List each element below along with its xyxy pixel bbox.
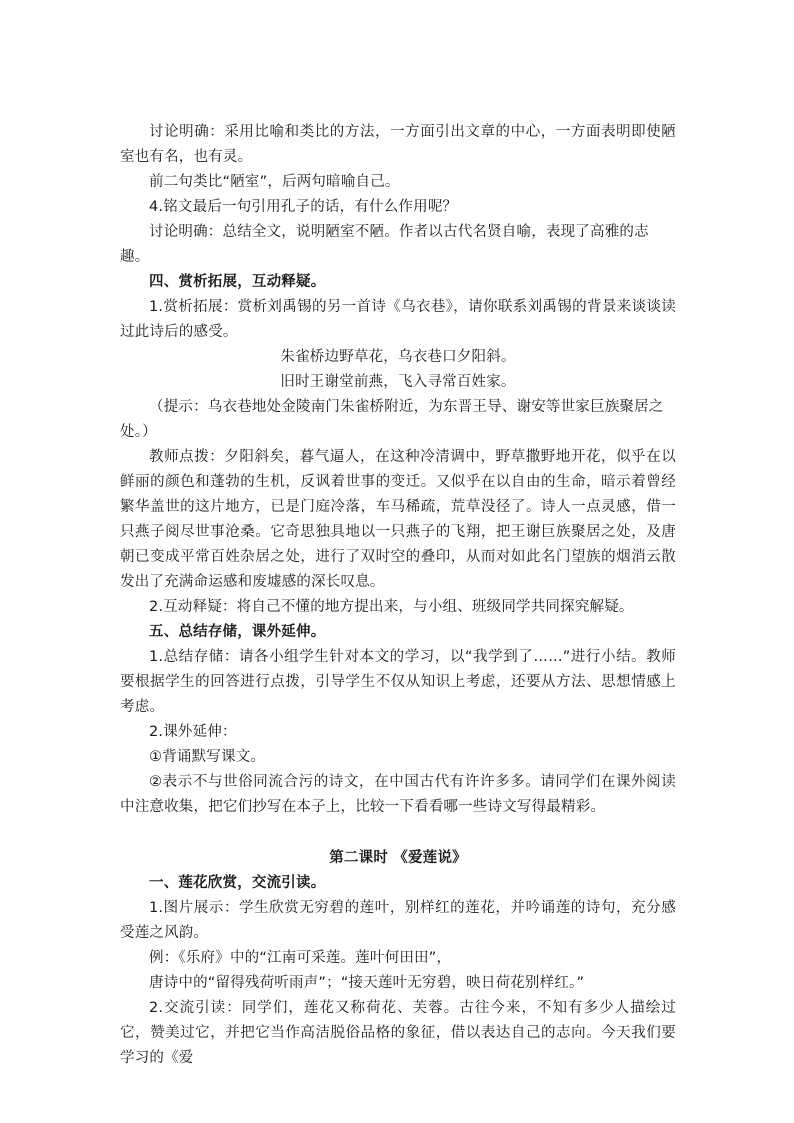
teacher-guidance-paragraph: 教师点拨：夕阳斜矣，暮气逼人，在这种冷清调中，野草撒野地开花，似乎在以鲜丽的颜色和蓬勃的生机，反讽着世事的变迁。又似乎在以自由的生命，暗示着曾经繁华盖世的这片地方，已是门庭冷落，车马稀疏，荒草没径了。诗人一点灵感，借一只燕子阅尽世事沧桑。它奇思独具地以一只燕子的飞翔，把王谢巨族聚居之处，及唐朝已变成平常百姓杂居之处，进行了双时空的叠印，从而对如此名门望族的烟消云散发出了充满命运感和废墟感的深长叹息。 <box>120 449 676 590</box>
poem-line: 旧时王谢堂前燕，飞入寻常百姓家。 <box>280 374 516 390</box>
example-line: 唐诗中的“留得残荷听雨声”；“接天莲叶无穷碧，映日荷花别样红。” <box>149 975 585 991</box>
lesson-title: 第二课时 《爱莲说》 <box>329 850 467 866</box>
section-heading: 五、总结存储，课外延伸。 <box>149 624 326 640</box>
section-heading: 四、赏析拓展，互动释疑。 <box>149 274 326 290</box>
list-item: 2.互动释疑：将自己不懂的地方提出来，与小组、班级同学共同探究解疑。 <box>149 599 634 615</box>
homework-item: ②表示不与世俗同流合污的诗文，在中国古代有许许多多。请同学们在课外阅读中注意收集，把它们抄写在本子上，比较一下看看哪一些诗文写得最精彩。 <box>120 774 676 815</box>
example-line: 例：《乐府》中的“江南可采莲。莲叶何田田”， <box>149 950 452 966</box>
question-4: 4.铭文最后一句引用孔子的话，有什么作用呢？ <box>149 199 458 215</box>
homework-item: ①背诵默写课文。 <box>149 749 266 765</box>
list-item: 1.图片展示：学生欣赏无穷碧的莲叶，别样红的莲花，并吟诵莲的诗句，充分感受莲之风韵。 <box>120 900 676 941</box>
poem-hint: （提示：乌衣巷地处金陵南门朱雀桥附近，为东晋王导、谢安等世家巨族聚居之处。） <box>120 399 664 440</box>
poem-line: 朱雀桥边野草花，乌衣巷口夕阳斜。 <box>280 349 516 365</box>
discussion-paragraph: 讨论明确：总结全文，说明陋室不陋。作者以古代名贤自喻，表现了高雅的志趣。 <box>120 224 649 265</box>
list-item: 2.交流引读：同学们，莲花又称荷花、芙蓉。古往今来，不知有多少人描绘过它，赞美过它，并把它当作高洁脱俗品格的象征，借以表达自己的志向。今天我们要学习的《爱 <box>120 1000 676 1066</box>
spacer <box>120 820 676 846</box>
list-item: 2.课外延伸： <box>149 724 237 740</box>
note-paragraph: 前二句类比“陋室”，后两句暗喻自己。 <box>149 174 400 190</box>
discussion-paragraph: 讨论明确：采用比喻和类比的方法，一方面引出文章的中心，一方面表明即使陋室也有名，也有灵。 <box>120 124 676 165</box>
list-item: 1.赏析拓展：赏析刘禹锡的另一首诗《乌衣巷》，请你联系刘禹锡的背景来谈谈读过此诗后的感受。 <box>120 299 676 340</box>
list-item: 1.总结存储：请各小组学生针对本文的学习，以“我学到了……”进行小结。教师要根据学生的回答进行点拨，引导学生不仅从知识上考虑，还要从方法、思想情感上考虑。 <box>120 649 676 715</box>
document-body <box>120 120 676 1071</box>
section-heading: 一、莲花欣赏，交流引读。 <box>149 875 326 891</box>
